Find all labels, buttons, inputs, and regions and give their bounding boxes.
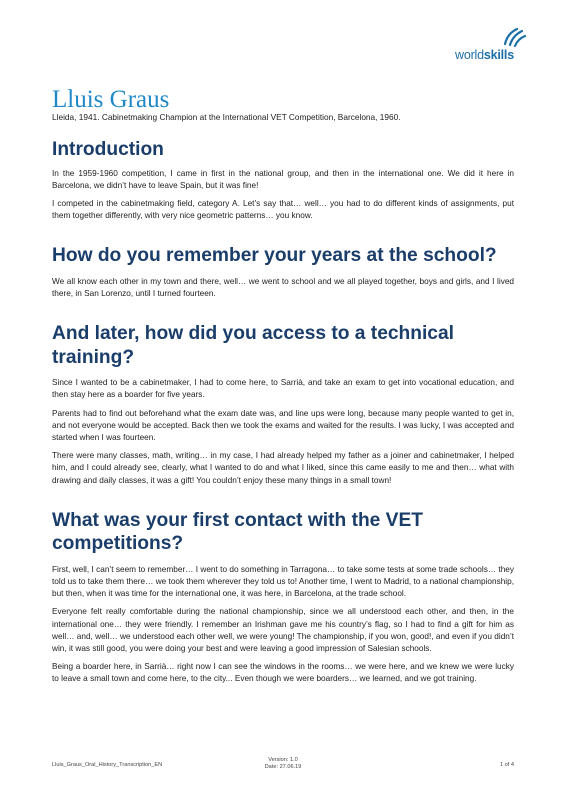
footer-date: Date: 27.06.19	[264, 764, 302, 771]
document-body	[52, 138, 514, 686]
footer-version: Version: 1.0	[268, 757, 298, 763]
paragraph: Since I wanted to be a cabinetmaker, I had to come here, to Sarrià, and take an exam to get into vocational education, and then stay here as a boarder for five years.	[52, 378, 514, 400]
section-heading-vet-competitions: What was your first contact with the VET competitions?	[52, 509, 423, 555]
paragraph: Everyone felt really comfortable during the national championship, since we all understood each other, and then, in the international one… they were friendly. I remember an Irishman gave me his country’s flag, so I had to find a gift for him as well… and, well… we understood each other well, we were young! The championship, if you won, good!, and even if you didn’t win, it was still good, you were doing your best and were leaving a good impression of Salesian schools.	[52, 607, 514, 654]
section-heading-technical-training: And later, how did you access to a technical training?	[52, 323, 454, 368]
logo-word-skills: skills	[483, 48, 514, 62]
section-heading-introduction: Introduction	[52, 139, 164, 160]
section-heading-school-years: How do you remember your years at the school?	[52, 245, 497, 267]
footer-page-number: 1 of 4	[500, 762, 514, 768]
footer-document-name: Lluis_Graus_Oral_History_Transcription_EN	[52, 762, 163, 768]
logo-wordmark	[455, 48, 514, 62]
paragraph: Being a boarder here, in Sarrià… right now I can see the windows in the rooms… we were here, and we knew we were lucky to leave a small town and come here, to the city... Even though we were boarders… we learned, and we got training.	[52, 662, 514, 684]
logo-word-world: world	[455, 48, 484, 62]
footer-version-block	[248, 757, 318, 771]
paragraph: I competed in the cabinetmaking field, category A. Let’s say that… well… you had to do different kinds of assignments, put them together differently, with very nice geometric patterns… you know.	[52, 198, 514, 221]
paragraph: In the 1959-1960 competition, I came in first in the national group, and then in the international one. We did it here in Barcelona, we didn’t have to leave Spain, but it was fine!	[52, 168, 514, 190]
paragraph: We all know each other in my town and there, well… we went to school and we all played together, boys and girls, and I lived there, in San Lorenzo, until I turned fourteen.	[52, 276, 514, 299]
worldskills-emblem-icon	[501, 26, 527, 48]
paragraph: Parents had to find out beforehand what the exam date was, and line ups were long, because many people wanted to get in, and not everyone would be accepted. Back then we took the exams and waited for the results. I was lucky, I was accepted and started when I was fourteen.	[52, 408, 514, 443]
paragraph: There were many classes, math, writing… in my case, I had already helped my father as a joiner and cabinetmaker, I helped him, and I could already see, clearly, what I wanted to do and what I liked, since this came easily to me and then… what with drawing and daily classes, it was a gift! You couldn’t enjoy these many things in a small town!	[52, 451, 514, 485]
page-footer	[52, 757, 514, 773]
page-title: Lluis Graus	[52, 86, 170, 113]
worldskills-logo	[455, 26, 545, 62]
page-subtitle: Lleida, 1941. Cabinetmaking Champion at the International VET Competition, Barcelona, 1960.	[52, 112, 401, 122]
paragraph: First, well, I can’t seem to remember… I went to do something in Tarragona… to take some tests at some trade schools… they told us to take them there… we took them wherever they told us to! Another time, I went to Madrid, to a national championship, but then, when it was time for the international one, it was here, in Barcelona, at the trade school.	[52, 564, 514, 599]
